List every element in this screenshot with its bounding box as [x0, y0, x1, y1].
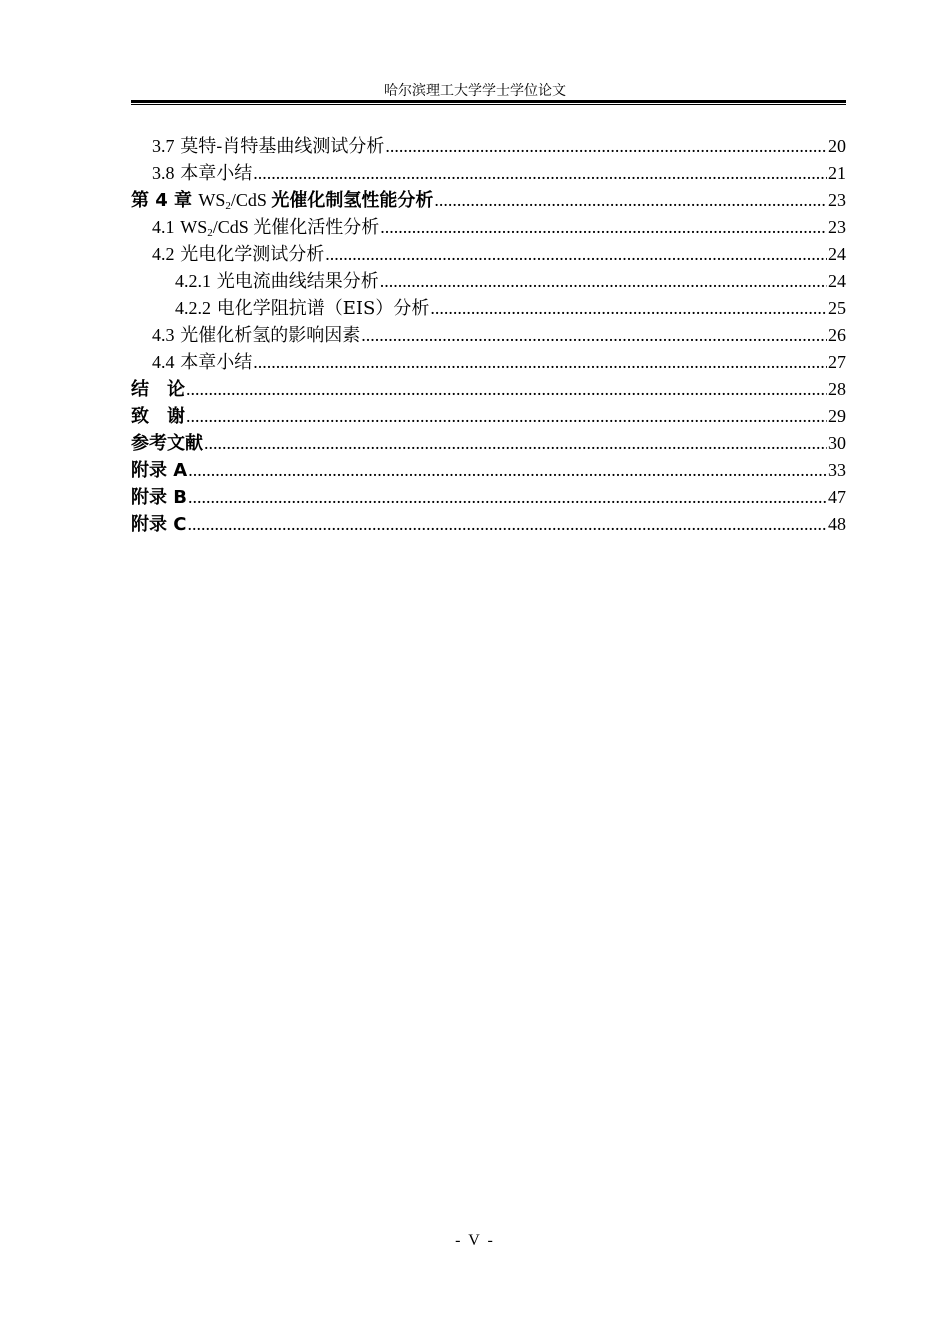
toc-entry-appendix-a[interactable] — [131, 457, 846, 484]
toc-entry-label — [152, 349, 252, 376]
toc-entry[interactable] — [131, 322, 846, 349]
toc-leader-dots — [361, 322, 827, 349]
toc-entry-page: 28 — [828, 379, 846, 399]
header-rule-thick — [131, 100, 846, 103]
toc-entry-number: 4.4 — [152, 352, 175, 372]
toc-leader-dots — [325, 241, 827, 268]
toc-entry-title: 莫特-肖特基曲线测试分析 — [180, 136, 385, 157]
toc-leader-dots — [188, 457, 827, 484]
toc-leader-dots — [188, 484, 827, 511]
toc-entry-page: 48 — [828, 514, 846, 534]
toc-entry-page: 26 — [828, 325, 846, 345]
toc-leader-dots — [430, 295, 827, 322]
toc-entry-page: 24 — [828, 244, 846, 264]
toc-leader-dots — [186, 403, 827, 430]
toc-leader-dots — [186, 376, 827, 403]
toc-entry-appendix-b[interactable] — [131, 484, 846, 511]
toc-entry-page: 24 — [828, 271, 846, 291]
toc-entry-title: 光电流曲线结果分析 — [216, 271, 379, 292]
toc-leader-dots — [434, 187, 827, 214]
toc-entry-number: 4.3 — [152, 325, 175, 345]
toc-entry[interactable] — [131, 349, 846, 376]
toc-chapter-prefix: 第 4 章 — [131, 190, 199, 211]
toc-entry-page: 20 — [828, 136, 846, 156]
toc-entry[interactable] — [131, 268, 846, 295]
toc-entry-title: 附录 A — [131, 460, 188, 481]
toc-entry-title: 致 谢 — [131, 406, 185, 427]
toc-entry-number: 4.1 — [152, 217, 175, 237]
toc-leader-dots — [253, 160, 827, 187]
toc-entry-label — [152, 241, 324, 268]
toc-formula-cds: /CdS — [230, 190, 272, 210]
toc-formula-subscript: 2 — [207, 227, 213, 239]
toc-entry-title: 参考文献 — [131, 433, 203, 454]
header-rule-thin — [131, 104, 846, 105]
toc-entry-page: 23 — [828, 190, 846, 210]
toc-entry-page: 33 — [828, 460, 846, 480]
table-of-contents — [131, 133, 846, 538]
toc-formula-ws: WS — [198, 190, 226, 210]
toc-entry-references[interactable] — [131, 430, 846, 457]
toc-entry-label — [152, 160, 252, 187]
toc-entry-title: 附录 C — [131, 514, 187, 535]
toc-entry-number: 3.8 — [152, 163, 175, 183]
toc-entry-appendix-c[interactable] — [131, 511, 846, 538]
toc-leader-dots — [385, 133, 827, 160]
toc-entry-title: 本章小结 — [180, 163, 253, 184]
toc-entry-number: 4.2.2 — [175, 298, 211, 318]
toc-leader-dots — [204, 430, 827, 457]
toc-entry-number: 4.2 — [152, 244, 175, 264]
toc-entry-chapter[interactable] — [131, 187, 846, 214]
toc-formula-ws: WS — [180, 217, 208, 237]
toc-entry-title: 光催化制氢性能分析 — [271, 190, 434, 211]
toc-entry[interactable] — [131, 160, 846, 187]
toc-leader-dots — [380, 268, 827, 295]
toc-entry-title: 光催化析氢的影响因素 — [180, 325, 361, 346]
toc-entry[interactable] — [131, 241, 846, 268]
toc-entry-title: 电化学阻抗谱（EIS）分析 — [216, 298, 430, 319]
toc-leader-dots — [187, 511, 827, 538]
toc-entry[interactable] — [131, 133, 846, 160]
toc-entry-label — [175, 268, 379, 295]
toc-entry-page: 47 — [828, 487, 846, 507]
toc-formula-subscript: 2 — [225, 200, 231, 212]
toc-entry-label — [175, 295, 429, 322]
toc-entry-title: 本章小结 — [180, 352, 253, 373]
toc-leader-dots — [253, 349, 827, 376]
toc-entry-label — [152, 322, 360, 349]
toc-entry-label — [152, 214, 379, 241]
toc-leader-dots — [380, 214, 827, 241]
toc-formula-cds: /CdS — [212, 217, 254, 237]
toc-entry-page: 29 — [828, 406, 846, 426]
toc-entry-number: 3.7 — [152, 136, 175, 156]
toc-entry-title: 附录 B — [131, 487, 187, 508]
toc-entry[interactable] — [131, 214, 846, 241]
toc-entry-page: 23 — [828, 217, 846, 237]
toc-entry-page: 21 — [828, 163, 846, 183]
toc-entry-page: 27 — [828, 352, 846, 372]
toc-entry-title: 结 论 — [131, 379, 185, 400]
toc-entry-page: 30 — [828, 433, 846, 453]
toc-entry-title: 光催化活性分析 — [253, 217, 380, 238]
toc-entry-label — [131, 187, 433, 214]
toc-entry-acknowledgement[interactable] — [131, 403, 846, 430]
toc-entry[interactable] — [131, 295, 846, 322]
running-header-title: 哈尔滨理工大学学士学位论文 — [384, 83, 566, 99]
toc-entry-title: 光电化学测试分析 — [180, 244, 325, 265]
toc-entry-number: 4.2.1 — [175, 271, 211, 291]
page-number-footer: - V - — [455, 1232, 495, 1249]
header-double-rule — [131, 100, 846, 106]
toc-entry-page: 25 — [828, 298, 846, 318]
toc-entry-label — [152, 133, 384, 160]
toc-entry-conclusion[interactable] — [131, 376, 846, 403]
